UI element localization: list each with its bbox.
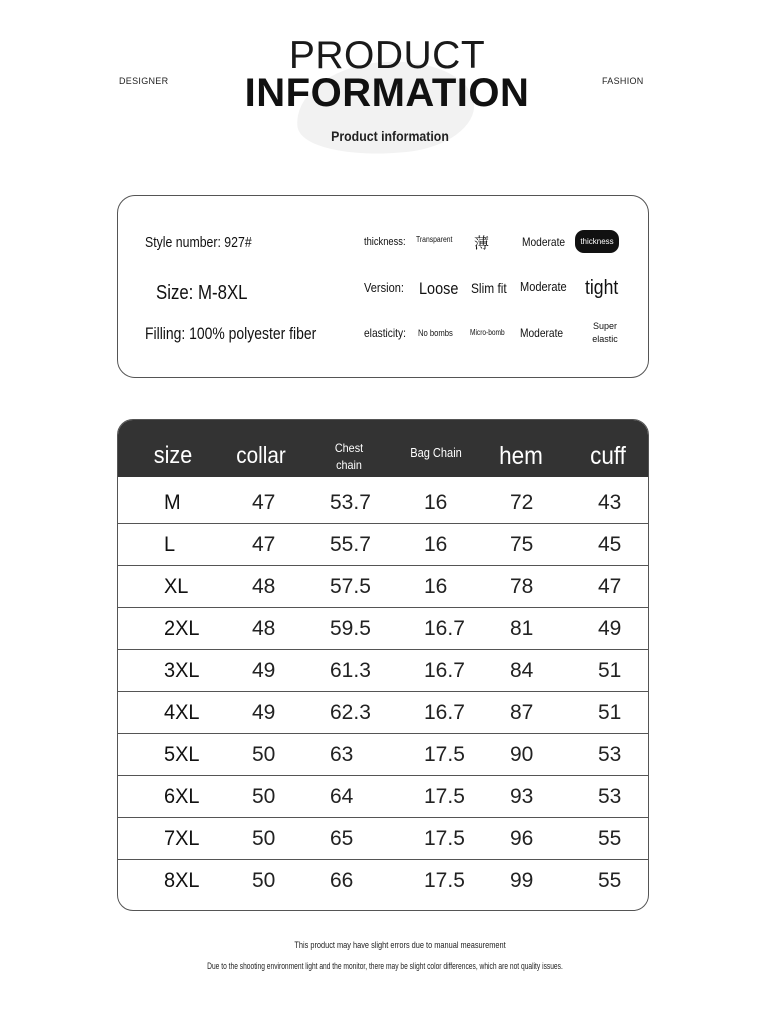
- table-row: [118, 566, 649, 608]
- style-number: Style number: 927#: [145, 234, 252, 251]
- thickness-selected-badge: thickness: [575, 230, 619, 253]
- row-value-cell: 78: [510, 575, 534, 598]
- table-row: [118, 776, 649, 818]
- row-value-cell: 17.5: [424, 785, 465, 808]
- measurement-note: This product may have slight errors due to manual measurement: [294, 940, 506, 950]
- elasticity-option-moderate: Moderate: [520, 326, 564, 340]
- designer-tag: DESIGNER: [119, 76, 169, 86]
- row-value-cell: 93: [510, 785, 534, 808]
- row-value-cell: 53: [598, 743, 622, 766]
- row-value-cell: 47: [252, 491, 276, 514]
- header-hem: hem: [499, 442, 543, 470]
- row-value-cell: 53.7: [330, 491, 371, 514]
- table-header: [118, 420, 649, 477]
- row-value-cell: 17.5: [424, 869, 465, 892]
- row-value-cell: 16.7: [424, 659, 465, 682]
- row-value-cell: 90: [510, 743, 534, 766]
- row-value-cell: 51: [598, 701, 622, 724]
- row-value-cell: 47: [252, 533, 276, 556]
- fashion-tag: FASHION: [602, 76, 644, 86]
- row-value-cell: 63: [330, 743, 354, 766]
- row-value-cell: 59.5: [330, 617, 371, 640]
- version-option-slim-fit: Slim fit: [471, 280, 507, 296]
- title-product: PRODUCT: [288, 34, 486, 77]
- row-value-cell: 49: [598, 617, 622, 640]
- header-cuff: cuff: [590, 442, 626, 470]
- color-difference-note: Due to the shooting environment light and the monitor, there may be slight color differences, which are not quality issues.: [207, 961, 563, 971]
- row-value-cell: 66: [330, 869, 354, 892]
- row-value-cell: 75: [510, 533, 534, 556]
- row-size-cell: 2XL: [164, 617, 200, 640]
- version-option-loose: Loose: [419, 279, 459, 298]
- table-row: [118, 482, 649, 524]
- elasticity-option-super-elastic: Super elastic: [592, 321, 618, 344]
- row-size-cell: L: [164, 533, 176, 556]
- row-value-cell: 45: [598, 533, 622, 556]
- version-label: Version:: [364, 280, 404, 295]
- subtitle: Product information: [331, 128, 449, 144]
- thickness-option-moderate: Moderate: [522, 235, 566, 249]
- row-value-cell: 57.5: [330, 575, 371, 598]
- row-value-cell: 62.3: [330, 701, 371, 724]
- table-row: [118, 608, 649, 650]
- row-value-cell: 87: [510, 701, 534, 724]
- row-value-cell: 16: [424, 491, 448, 514]
- row-value-cell: 47: [598, 575, 622, 598]
- version-option-moderate: Moderate: [520, 279, 567, 294]
- filling: Filling: 100% polyester fiber: [145, 324, 317, 343]
- header-bag-chain: Bag Chain: [410, 445, 462, 460]
- size-range: Size: M-8XL: [156, 282, 248, 304]
- row-value-cell: 55: [598, 869, 622, 892]
- row-value-cell: 49: [252, 701, 276, 724]
- row-value-cell: 72: [510, 491, 534, 514]
- version-option-tight: tight: [585, 277, 619, 299]
- elasticity-option-no-bombs: No bombs: [418, 328, 453, 338]
- table-row: [118, 860, 649, 902]
- row-value-cell: 81: [510, 617, 534, 640]
- row-value-cell: 16: [424, 533, 448, 556]
- row-value-cell: 48: [252, 617, 276, 640]
- table-row: [118, 692, 649, 734]
- row-value-cell: 55: [598, 827, 622, 850]
- row-value-cell: 61.3: [330, 659, 371, 682]
- title-information: INFORMATION: [244, 71, 530, 115]
- row-value-cell: 84: [510, 659, 534, 682]
- row-value-cell: 64: [330, 785, 354, 808]
- row-value-cell: 50: [252, 869, 276, 892]
- row-value-cell: 48: [252, 575, 276, 598]
- thickness-label: thickness:: [364, 236, 406, 248]
- thickness-option-thin: 薄: [474, 235, 490, 252]
- row-value-cell: 99: [510, 869, 534, 892]
- table-row: [118, 524, 649, 566]
- table-row: [118, 650, 649, 692]
- row-value-cell: 51: [598, 659, 622, 682]
- row-size-cell: 6XL: [164, 785, 200, 808]
- row-size-cell: M: [164, 491, 181, 514]
- table-row: [118, 818, 649, 860]
- row-size-cell: 3XL: [164, 659, 200, 682]
- row-value-cell: 50: [252, 743, 276, 766]
- row-size-cell: 5XL: [164, 743, 200, 766]
- table-row: [118, 734, 649, 776]
- row-value-cell: 16: [424, 575, 448, 598]
- row-value-cell: 50: [252, 785, 276, 808]
- row-value-cell: 96: [510, 827, 534, 850]
- row-value-cell: 17.5: [424, 743, 465, 766]
- row-value-cell: 49: [252, 659, 276, 682]
- header-chest-chain: Chest chain: [334, 441, 364, 472]
- row-value-cell: 53: [598, 785, 622, 808]
- row-size-cell: 8XL: [164, 869, 200, 892]
- row-value-cell: 16.7: [424, 701, 465, 724]
- size-table: [117, 419, 649, 911]
- row-value-cell: 43: [598, 491, 622, 514]
- row-value-cell: 65: [330, 827, 354, 850]
- row-value-cell: 16.7: [424, 617, 465, 640]
- elasticity-option-micro-bomb: Micro-bomb: [470, 328, 505, 337]
- row-size-cell: 7XL: [164, 827, 200, 850]
- header-collar: collar: [236, 442, 286, 468]
- row-size-cell: XL: [164, 575, 189, 598]
- row-value-cell: 17.5: [424, 827, 465, 850]
- row-value-cell: 50: [252, 827, 276, 850]
- row-value-cell: 55.7: [330, 533, 371, 556]
- elasticity-label: elasticity:: [364, 326, 406, 340]
- thickness-option-transparent: Transparent: [416, 235, 453, 244]
- row-size-cell: 4XL: [164, 701, 200, 724]
- header-size: size: [153, 442, 193, 469]
